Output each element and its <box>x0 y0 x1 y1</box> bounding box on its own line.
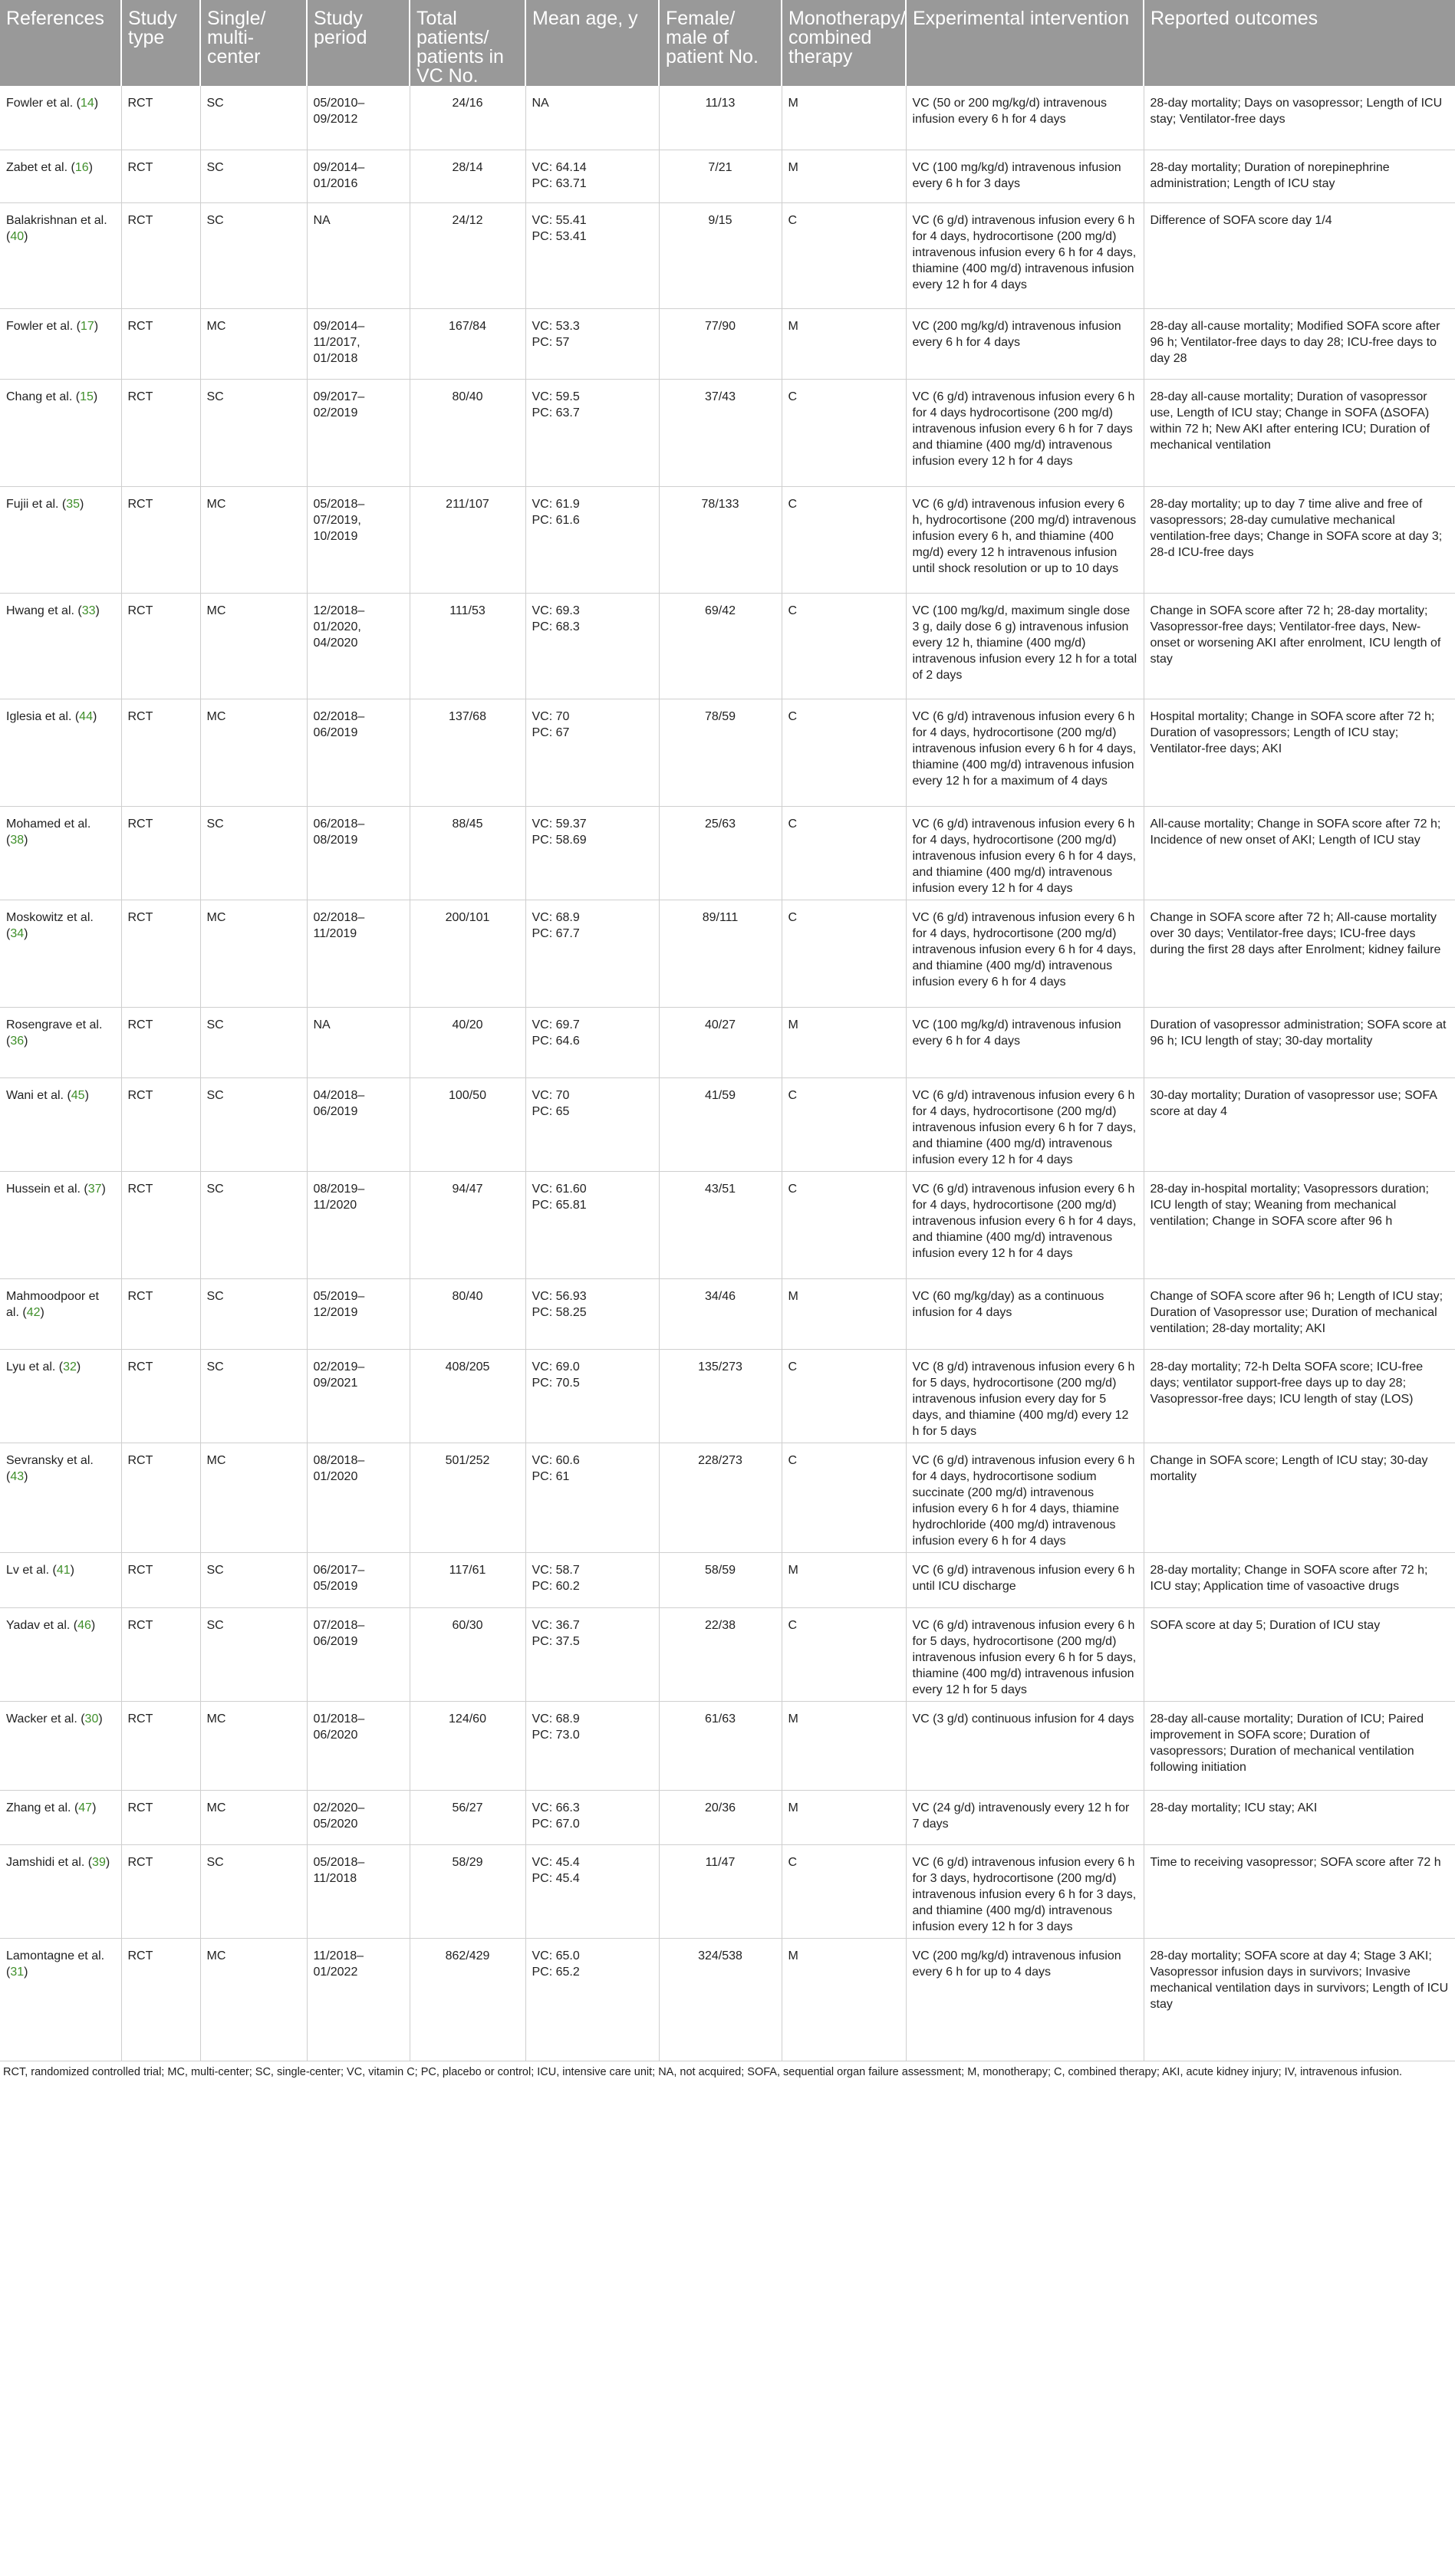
mean-age-cell: VC: 56.93 PC: 58.25 <box>525 1278 659 1349</box>
table-row <box>0 900 1455 1007</box>
therapy-cell: C <box>782 486 906 593</box>
outcomes-cell: 28-day all-cause mortality; Duration of vasopressor use, Length of ICU stay; Change in SOFA (ΔSOFA) within 72 h; New AKI after entering ICU; Duration of mechanical ventilation <box>1144 379 1455 486</box>
therapy-cell: C <box>782 1171 906 1278</box>
citation-link[interactable]: 17 <box>80 319 94 333</box>
study-period-cell: 08/2019–11/2020 <box>307 1171 410 1278</box>
reference-author: Balakrishnan et al. <box>6 213 107 227</box>
female-male-cell: 7/21 <box>659 150 782 202</box>
female-male-cell: 34/46 <box>659 1278 782 1349</box>
reference-author: Mahmoodpoor et al. <box>6 1289 99 1319</box>
table-row <box>0 1552 1455 1607</box>
total-patients-cell: 56/27 <box>410 1790 525 1844</box>
study-period-cell: 06/2018–08/2019 <box>307 806 410 900</box>
female-male-cell: 20/36 <box>659 1790 782 1844</box>
total-patients-cell: 117/61 <box>410 1552 525 1607</box>
citation-link[interactable]: 30 <box>84 1712 99 1726</box>
mean-age-cell: VC: 59.37 PC: 58.69 <box>525 806 659 900</box>
outcomes-cell: Change of SOFA score after 96 h; Length of ICU stay; Duration of Vasopressor use; Duration of mechanical ventilation; 28-day mortality; AKI <box>1144 1278 1455 1349</box>
female-male-cell: 78/133 <box>659 486 782 593</box>
study-type-cell: RCT <box>121 1349 200 1443</box>
citation-link[interactable]: 46 <box>77 1618 91 1632</box>
citation-link[interactable]: 40 <box>10 229 25 243</box>
reference-author: Moskowitz et al. <box>6 910 94 924</box>
reference-cell: Zabet et al. (16) <box>0 150 121 202</box>
citation-link[interactable]: 15 <box>80 390 94 403</box>
study-type-cell: RCT <box>121 150 200 202</box>
intervention-cell: VC (200 mg/kg/d) intravenous infusion every 6 h for 4 days <box>906 308 1144 379</box>
outcomes-cell: 30-day mortality; Duration of vasopressor use; SOFA score at day 4 <box>1144 1077 1455 1171</box>
female-male-cell: 89/111 <box>659 900 782 1007</box>
table-row <box>0 1701 1455 1790</box>
intervention-cell: VC (6 g/d) intravenous infusion every 6 h for 4 days, hydrocortisone sodium succinate (200 mg/d) intravenous infusion every 6 h for 4 days, thiamine hydrochloride (400 mg/d) intravenous infusion every 6 h for 4 days <box>906 1443 1144 1552</box>
female-male-cell: 37/43 <box>659 379 782 486</box>
outcomes-cell: SOFA score at day 5; Duration of ICU stay <box>1144 1607 1455 1701</box>
reference-author: Chang et al. <box>6 390 73 403</box>
study-type-cell: RCT <box>121 86 200 150</box>
mean-age-cell: VC: 66.3 PC: 67.0 <box>525 1790 659 1844</box>
mean-age-cell: NA <box>525 86 659 150</box>
study-type-cell: RCT <box>121 1171 200 1278</box>
outcomes-cell: 28-day mortality; Change in SOFA score after 72 h; ICU stay; Application time of vasoactive drugs <box>1144 1552 1455 1607</box>
total-patients-cell: 167/84 <box>410 308 525 379</box>
reference-author: Zhang et al. <box>6 1801 71 1814</box>
reference-cell: Jamshidi et al. (39) <box>0 1844 121 1938</box>
citation-link[interactable]: 37 <box>87 1182 102 1196</box>
table-row <box>0 1007 1455 1077</box>
reference-cell: Hussein et al. (37) <box>0 1171 121 1278</box>
intervention-cell: VC (6 g/d) intravenous infusion every 6 h for 4 days hydrocortisone (200 mg/d) intravenous infusion every 6 h for 7 days and thiamine (400 mg/d) intravenous infusion every 12 h for 4 days <box>906 379 1144 486</box>
citation-link[interactable]: 39 <box>92 1855 106 1869</box>
outcomes-cell: 28-day mortality; SOFA score at day 4; Stage 3 AKI; Vasopressor infusion days in survivors; Invasive mechanical ventilation days in survivors; Length of ICU stay <box>1144 1938 1455 2061</box>
header-intervention: Experimental intervention <box>906 0 1144 86</box>
header-therapy: Monotherapy/ combined therapy <box>782 0 906 86</box>
reference-author: Lyu et al. <box>6 1360 56 1374</box>
total-patients-cell: 137/68 <box>410 699 525 806</box>
citation-link[interactable]: 16 <box>74 160 89 174</box>
center-cell: SC <box>200 1278 307 1349</box>
study-type-cell: RCT <box>121 1844 200 1938</box>
reference-author: Yadav et al. <box>6 1618 71 1632</box>
citation-link[interactable]: 47 <box>78 1801 93 1814</box>
citation-link[interactable]: 45 <box>71 1088 85 1102</box>
intervention-cell: VC (200 mg/kg/d) intravenous infusion every 6 h for up to 4 days <box>906 1938 1144 2061</box>
total-patients-cell: 58/29 <box>410 1844 525 1938</box>
intervention-cell: VC (100 mg/kg/d) intravenous infusion every 6 h for 3 days <box>906 150 1144 202</box>
total-patients-cell: 24/12 <box>410 202 525 308</box>
study-period-cell: 09/2017–02/2019 <box>307 379 410 486</box>
center-cell: MC <box>200 1443 307 1552</box>
intervention-cell: VC (3 g/d) continuous infusion for 4 days <box>906 1701 1144 1790</box>
total-patients-cell: 111/53 <box>410 593 525 699</box>
study-type-cell: RCT <box>121 308 200 379</box>
mean-age-cell: VC: 61.60 PC: 65.81 <box>525 1171 659 1278</box>
mean-age-cell: VC: 70 PC: 65 <box>525 1077 659 1171</box>
study-period-cell: 05/2018–07/2019, 10/2019 <box>307 486 410 593</box>
intervention-cell: VC (6 g/d) intravenous infusion every 6 h for 4 days, hydrocortisone (200 mg/d) intravenous infusion every 6 h for 4 days, thiamine (400 mg/d) intravenous infusion every 12 h for a maximum of 4 days <box>906 699 1144 806</box>
study-period-cell: 06/2017–05/2019 <box>307 1552 410 1607</box>
study-type-cell: RCT <box>121 1278 200 1349</box>
study-type-cell: RCT <box>121 900 200 1007</box>
center-cell: MC <box>200 1701 307 1790</box>
study-period-cell: 05/2010–09/2012 <box>307 86 410 150</box>
center-cell: MC <box>200 308 307 379</box>
mean-age-cell: VC: 69.0 PC: 70.5 <box>525 1349 659 1443</box>
intervention-cell: VC (24 g/d) intravenously every 12 h for 7 days <box>906 1790 1144 1844</box>
reference-cell: Wacker et al. (30) <box>0 1701 121 1790</box>
outcomes-cell: 28-day all-cause mortality; Modified SOFA score after 96 h; Ventilator-free days to day 28; ICU-free days to day 28 <box>1144 308 1455 379</box>
female-male-cell: 78/59 <box>659 699 782 806</box>
study-period-cell: 05/2019–12/2019 <box>307 1278 410 1349</box>
citation-link[interactable]: 33 <box>81 604 96 617</box>
reference-cell: Lv et al. (41) <box>0 1552 121 1607</box>
reference-author: Sevransky et al. <box>6 1453 94 1467</box>
table-row <box>0 86 1455 150</box>
mean-age-cell: VC: 55.41 PC: 53.41 <box>525 202 659 308</box>
total-patients-cell: 200/101 <box>410 900 525 1007</box>
study-period-cell: 08/2018–01/2020 <box>307 1443 410 1552</box>
therapy-cell: C <box>782 1077 906 1171</box>
center-cell: SC <box>200 806 307 900</box>
mean-age-cell: VC: 68.9 PC: 67.7 <box>525 900 659 1007</box>
intervention-cell: VC (6 g/d) intravenous infusion every 6 h for 4 days, hydrocortisone (200 mg/d) intravenous infusion every 6 h for 7 days, and thiamine (400 mg/d) intravenous infusion every 12 h for 4 days <box>906 1077 1144 1171</box>
reference-author: Fujii et al. <box>6 497 59 511</box>
intervention-cell: VC (6 g/d) intravenous infusion every 6 h for 4 days, hydrocortisone (200 mg/d) intravenous infusion every 6 h for 4 days, thiamine (400 mg/d) intravenous infusion every 12 h for 4 days <box>906 202 1144 308</box>
study-type-cell: RCT <box>121 806 200 900</box>
center-cell: SC <box>200 1077 307 1171</box>
reference-cell: Fujii et al. (35) <box>0 486 121 593</box>
mean-age-cell: VC: 69.3 PC: 68.3 <box>525 593 659 699</box>
center-cell: SC <box>200 1171 307 1278</box>
citation-link[interactable]: 41 <box>56 1563 71 1577</box>
reference-author: Lamontagne et al. <box>6 1949 105 1962</box>
therapy-cell: M <box>782 1701 906 1790</box>
outcomes-cell: Change in SOFA score after 72 h; All-cause mortality over 30 days; Ventilator-free days; ICU-free days during the first 28 days after Enrolment; kidney failure <box>1144 900 1455 1007</box>
reference-cell: Rosengrave et al. (36) <box>0 1007 121 1077</box>
mean-age-cell: VC: 61.9 PC: 61.6 <box>525 486 659 593</box>
table-row <box>0 1443 1455 1552</box>
outcomes-cell: Hospital mortality; Change in SOFA score after 72 h; Duration of vasopressors; Length of ICU stay; Ventilator-free days; AKI <box>1144 699 1455 806</box>
study-period-cell: 02/2020–05/2020 <box>307 1790 410 1844</box>
intervention-cell: VC (6 g/d) intravenous infusion every 6 h for 4 days, hydrocortisone (200 mg/d) intravenous infusion every 6 h for 4 days, and thiamine (400 mg/d) intravenous infusion every 6 h for 4 days <box>906 900 1144 1007</box>
center-cell: SC <box>200 202 307 308</box>
reference-author: Jamshidi et al. <box>6 1855 85 1869</box>
reference-author: Fowler et al. <box>6 97 74 110</box>
total-patients-cell: 40/20 <box>410 1007 525 1077</box>
therapy-cell: M <box>782 150 906 202</box>
reference-cell: Fowler et al. (17) <box>0 308 121 379</box>
intervention-cell: VC (6 g/d) intravenous infusion every 6 h, hydrocortisone (200 mg/d) intravenous infusion every 6 h, and thiamine (400 mg/d) every 12 h intravenous infusion until shock resolution or up to 10 days <box>906 486 1144 593</box>
center-cell: MC <box>200 1790 307 1844</box>
reference-author: Iglesia et al. <box>6 709 72 723</box>
female-male-cell: 61/63 <box>659 1701 782 1790</box>
mean-age-cell: VC: 59.5 PC: 63.7 <box>525 379 659 486</box>
therapy-cell: C <box>782 1443 906 1552</box>
female-male-cell: 43/51 <box>659 1171 782 1278</box>
total-patients-cell: 124/60 <box>410 1701 525 1790</box>
therapy-cell: M <box>782 1552 906 1607</box>
table-row <box>0 1790 1455 1844</box>
mean-age-cell: VC: 58.7 PC: 60.2 <box>525 1552 659 1607</box>
table-row <box>0 308 1455 379</box>
citation-link[interactable]: 31 <box>10 1965 25 1979</box>
outcomes-cell: 28-day mortality; 72-h Delta SOFA score; ICU-free days; ventilator support-free days up to day 28; Vasopressor-free days; ICU length of stay (LOS) <box>1144 1349 1455 1443</box>
table-row <box>0 1607 1455 1701</box>
citation-link[interactable]: 34 <box>10 926 25 940</box>
citation-link[interactable]: 42 <box>26 1305 41 1319</box>
reference-cell: Hwang et al. (33) <box>0 593 121 699</box>
total-patients-cell: 24/16 <box>410 86 525 150</box>
citation-link[interactable]: 44 <box>79 709 93 723</box>
study-type-cell: RCT <box>121 1077 200 1171</box>
therapy-cell: M <box>782 1007 906 1077</box>
female-male-cell: 41/59 <box>659 1077 782 1171</box>
table-row <box>0 486 1455 593</box>
center-cell: SC <box>200 379 307 486</box>
study-period-cell: 01/2018–06/2020 <box>307 1701 410 1790</box>
study-period-cell: 09/2014–01/2016 <box>307 150 410 202</box>
female-male-cell: 9/15 <box>659 202 782 308</box>
study-type-cell: RCT <box>121 1938 200 2061</box>
reference-author: Rosengrave et al. <box>6 1018 103 1031</box>
table-row <box>0 202 1455 308</box>
center-cell: SC <box>200 1607 307 1701</box>
header-total-patients: Total patients/ patients in VC No. <box>410 0 525 86</box>
female-male-cell: 40/27 <box>659 1007 782 1077</box>
table-row <box>0 699 1455 806</box>
total-patients-cell: 80/40 <box>410 1278 525 1349</box>
reference-cell: Balakrishnan et al. (40) <box>0 202 121 308</box>
header-female-male: Female/ male of patient No. <box>659 0 782 86</box>
citation-link[interactable]: 43 <box>10 1469 25 1483</box>
mean-age-cell: VC: 45.4 PC: 45.4 <box>525 1844 659 1938</box>
reference-cell: Moskowitz et al. (34) <box>0 900 121 1007</box>
table-row <box>0 1844 1455 1938</box>
center-cell: SC <box>200 86 307 150</box>
intervention-cell: VC (6 g/d) intravenous infusion every 6 h for 4 days, hydrocortisone (200 mg/d) intravenous infusion every 6 h for 4 days, and thiamine (400 mg/d) intravenous infusion every 12 h for 4 days <box>906 806 1144 900</box>
reference-author: Mohamed et al. <box>6 817 91 831</box>
center-cell: SC <box>200 1844 307 1938</box>
header-study-period: Study period <box>307 0 410 86</box>
female-male-cell: 69/42 <box>659 593 782 699</box>
therapy-cell: C <box>782 202 906 308</box>
total-patients-cell: 28/14 <box>410 150 525 202</box>
table-row <box>0 150 1455 202</box>
intervention-cell: VC (50 or 200 mg/kg/d) intravenous infusion every 6 h for 4 days <box>906 86 1144 150</box>
table-row <box>0 806 1455 900</box>
center-cell: MC <box>200 486 307 593</box>
center-cell: SC <box>200 150 307 202</box>
intervention-cell: VC (60 mg/kg/day) as a continuous infusion for 4 days <box>906 1278 1144 1349</box>
female-male-cell: 324/538 <box>659 1938 782 2061</box>
study-type-cell: RCT <box>121 486 200 593</box>
female-male-cell: 135/273 <box>659 1349 782 1443</box>
reference-cell: Lamontagne et al. (31) <box>0 1938 121 2061</box>
study-period-cell: 05/2018–11/2018 <box>307 1844 410 1938</box>
total-patients-cell: 94/47 <box>410 1171 525 1278</box>
reference-author: Hwang et al. <box>6 604 74 617</box>
therapy-cell: C <box>782 806 906 900</box>
reference-cell: Fowler et al. (14) <box>0 86 121 150</box>
therapy-cell: C <box>782 379 906 486</box>
intervention-cell: VC (6 g/d) intravenous infusion every 6 h for 4 days, hydrocortisone (200 mg/d) intravenous infusion every 6 h for 4 days, and thiamine (400 mg/d) intravenous infusion every 12 h for 4 days <box>906 1171 1144 1278</box>
total-patients-cell: 862/429 <box>410 1938 525 2061</box>
outcomes-cell: 28-day all-cause mortality; Duration of ICU; Paired improvement in SOFA score; Duration of vasopressors; Duration of mechanical ventilation following initiation <box>1144 1701 1455 1790</box>
outcomes-cell: Change in SOFA score; Length of ICU stay; 30-day mortality <box>1144 1443 1455 1552</box>
study-type-cell: RCT <box>121 1790 200 1844</box>
reference-author: Zabet et al. <box>6 160 68 174</box>
reference-cell: Yadav et al. (46) <box>0 1607 121 1701</box>
center-cell: MC <box>200 593 307 699</box>
female-male-cell: 25/63 <box>659 806 782 900</box>
reference-author: Fowler et al. <box>6 319 74 333</box>
mean-age-cell: VC: 65.0 PC: 65.2 <box>525 1938 659 2061</box>
header-outcomes: Reported outcomes <box>1144 0 1455 86</box>
total-patients-cell: 408/205 <box>410 1349 525 1443</box>
study-type-cell: RCT <box>121 1007 200 1077</box>
mean-age-cell: VC: 70 PC: 67 <box>525 699 659 806</box>
study-period-cell: 02/2019–09/2021 <box>307 1349 410 1443</box>
intervention-cell: VC (100 mg/kg/d, maximum single dose 3 g, daily dose 6 g) intravenous infusion every 12 h, thiamine (400 mg/d) intravenous infusion every 12 h for a total of 2 days <box>906 593 1144 699</box>
reference-cell: Sevransky et al. (43) <box>0 1443 121 1552</box>
reference-author: Hussein et al. <box>6 1182 81 1196</box>
study-period-cell: NA <box>307 1007 410 1077</box>
female-male-cell: 58/59 <box>659 1552 782 1607</box>
reference-author: Wacker et al. <box>6 1712 77 1726</box>
therapy-cell: M <box>782 1938 906 2061</box>
intervention-cell: VC (6 g/d) intravenous infusion every 6 h for 5 days, hydrocortisone (200 mg/d) intravenous infusion every 6 h for 5 days, thiamine (400 mg/d) intravenous infusion every 12 h for 5 days <box>906 1607 1144 1701</box>
study-type-cell: RCT <box>121 1607 200 1701</box>
study-type-cell: RCT <box>121 202 200 308</box>
study-type-cell: RCT <box>121 1701 200 1790</box>
intervention-cell: VC (6 g/d) intravenous infusion every 6 h until ICU discharge <box>906 1552 1144 1607</box>
study-period-cell: NA <box>307 202 410 308</box>
mean-age-cell: VC: 69.7 PC: 64.6 <box>525 1007 659 1077</box>
total-patients-cell: 88/45 <box>410 806 525 900</box>
center-cell: SC <box>200 1007 307 1077</box>
female-male-cell: 77/90 <box>659 308 782 379</box>
therapy-cell: C <box>782 900 906 1007</box>
table-row <box>0 379 1455 486</box>
intervention-cell: VC (100 mg/kg/d) intravenous infusion every 6 h for 4 days <box>906 1007 1144 1077</box>
header-references: References <box>0 0 121 86</box>
citation-link[interactable]: 35 <box>66 497 81 511</box>
reference-cell: Lyu et al. (32) <box>0 1349 121 1443</box>
therapy-cell: C <box>782 593 906 699</box>
total-patients-cell: 211/107 <box>410 486 525 593</box>
study-period-cell: 09/2014–11/2017, 01/2018 <box>307 308 410 379</box>
header-study-type: Study type <box>121 0 200 86</box>
therapy-cell: C <box>782 1607 906 1701</box>
total-patients-cell: 60/30 <box>410 1607 525 1701</box>
outcomes-cell: Time to receiving vasopressor; SOFA score after 72 h <box>1144 1844 1455 1938</box>
reference-cell: Zhang et al. (47) <box>0 1790 121 1844</box>
table-header-row <box>0 0 1455 86</box>
outcomes-cell: 28-day in-hospital mortality; Vasopressors duration; ICU length of stay; Weaning from mechanical ventilation; Change in SOFA score after 96 h <box>1144 1171 1455 1278</box>
therapy-cell: M <box>782 1278 906 1349</box>
total-patients-cell: 100/50 <box>410 1077 525 1171</box>
table-row <box>0 1349 1455 1443</box>
table-row <box>0 1938 1455 2061</box>
reference-cell: Chang et al. (15) <box>0 379 121 486</box>
reference-author: Lv et al. <box>6 1563 50 1577</box>
outcomes-cell: Duration of vasopressor administration; SOFA score at 96 h; ICU length of stay; 30-day mortality <box>1144 1007 1455 1077</box>
table-row <box>0 1278 1455 1349</box>
study-type-cell: RCT <box>121 1443 200 1552</box>
therapy-cell: M <box>782 86 906 150</box>
reference-cell: Mahmoodpoor et al. (42) <box>0 1278 121 1349</box>
outcomes-cell: Change in SOFA score after 72 h; 28-day mortality; Vasopressor-free days; Ventilator-free days, New-onset or worsening AKI after enrolment, ICU length of stay <box>1144 593 1455 699</box>
total-patients-cell: 80/40 <box>410 379 525 486</box>
intervention-cell: VC (8 g/d) intravenous infusion every 6 h for 5 days, hydrocortisone (200 mg/d) intravenous infusion every day for 5 days, and thiamine (400 mg/d) every 12 h for 5 days <box>906 1349 1144 1443</box>
outcomes-cell: 28-day mortality; Days on vasopressor; Length of ICU stay; Ventilator-free days <box>1144 86 1455 150</box>
study-type-cell: RCT <box>121 593 200 699</box>
study-period-cell: 02/2018–11/2019 <box>307 900 410 1007</box>
intervention-cell: VC (6 g/d) intravenous infusion every 6 h for 3 days, hydrocortisone (200 mg/d) intravenous infusion every 6 h for 3 days, and thiamine (400 mg/d) intravenous infusion every 12 h for 3 days <box>906 1844 1144 1938</box>
female-male-cell: 11/13 <box>659 86 782 150</box>
therapy-cell: M <box>782 1790 906 1844</box>
table-footnote: RCT, randomized controlled trial; MC, multi-center; SC, single-center; VC, vitamin C; PC, placebo or control; ICU, intensive care unit; NA, not acquired; SOFA, sequential organ failure assessment; M, monotherapy; C, combined therapy; AKI, acute kidney injury; IV, intravenous infusion. <box>3 2065 1403 2078</box>
outcomes-cell: 28-day mortality; ICU stay; AKI <box>1144 1790 1455 1844</box>
center-cell: MC <box>200 1938 307 2061</box>
study-period-cell: 11/2018–01/2022 <box>307 1938 410 2061</box>
outcomes-cell: 28-day mortality; Duration of norepinephrine administration; Length of ICU stay <box>1144 150 1455 202</box>
reference-cell: Wani et al. (45) <box>0 1077 121 1171</box>
header-center: Single/ multi-center <box>200 0 307 86</box>
table-body <box>0 86 1455 2061</box>
mean-age-cell: VC: 68.9 PC: 73.0 <box>525 1701 659 1790</box>
center-cell: MC <box>200 900 307 1007</box>
mean-age-cell: VC: 64.14 PC: 63.71 <box>525 150 659 202</box>
study-period-cell: 04/2018–06/2019 <box>307 1077 410 1171</box>
female-male-cell: 22/38 <box>659 1607 782 1701</box>
citation-link[interactable]: 14 <box>80 97 94 110</box>
therapy-cell: C <box>782 699 906 806</box>
total-patients-cell: 501/252 <box>410 1443 525 1552</box>
reference-cell: Mohamed et al. (38) <box>0 806 121 900</box>
study-type-cell: RCT <box>121 699 200 806</box>
reference-author: Wani et al. <box>6 1088 64 1102</box>
reference-cell: Iglesia et al. (44) <box>0 699 121 806</box>
female-male-cell: 228/273 <box>659 1443 782 1552</box>
mean-age-cell: VC: 60.6 PC: 61 <box>525 1443 659 1552</box>
mean-age-cell: VC: 53.3 PC: 57 <box>525 308 659 379</box>
citation-link[interactable]: 32 <box>63 1360 77 1374</box>
therapy-cell: M <box>782 308 906 379</box>
outcomes-cell: Difference of SOFA score day 1/4 <box>1144 202 1455 308</box>
study-type-cell: RCT <box>121 1552 200 1607</box>
table-row <box>0 593 1455 699</box>
citation-link[interactable]: 38 <box>10 833 25 847</box>
center-cell: SC <box>200 1552 307 1607</box>
citation-link[interactable]: 36 <box>10 1034 25 1048</box>
study-period-cell: 12/2018–01/2020, 04/2020 <box>307 593 410 699</box>
therapy-cell: C <box>782 1349 906 1443</box>
study-period-cell: 02/2018–06/2019 <box>307 699 410 806</box>
mean-age-cell: VC: 36.7 PC: 37.5 <box>525 1607 659 1701</box>
therapy-cell: C <box>782 1844 906 1938</box>
header-mean-age: Mean age, y <box>525 0 659 86</box>
outcomes-cell: All-cause mortality; Change in SOFA score after 72 h; Incidence of new onset of AKI; Length of ICU stay <box>1144 806 1455 900</box>
outcomes-cell: 28-day mortality; up to day 7 time alive and free of vasopressors; 28-day cumulative mechanical ventilation-free days; Change in SOFA score at day 3; 28-d ICU-free days <box>1144 486 1455 593</box>
center-cell: SC <box>200 1349 307 1443</box>
female-male-cell: 11/47 <box>659 1844 782 1938</box>
table-row <box>0 1171 1455 1278</box>
study-type-cell: RCT <box>121 379 200 486</box>
center-cell: MC <box>200 699 307 806</box>
study-period-cell: 07/2018–06/2019 <box>307 1607 410 1701</box>
table-row <box>0 1077 1455 1171</box>
